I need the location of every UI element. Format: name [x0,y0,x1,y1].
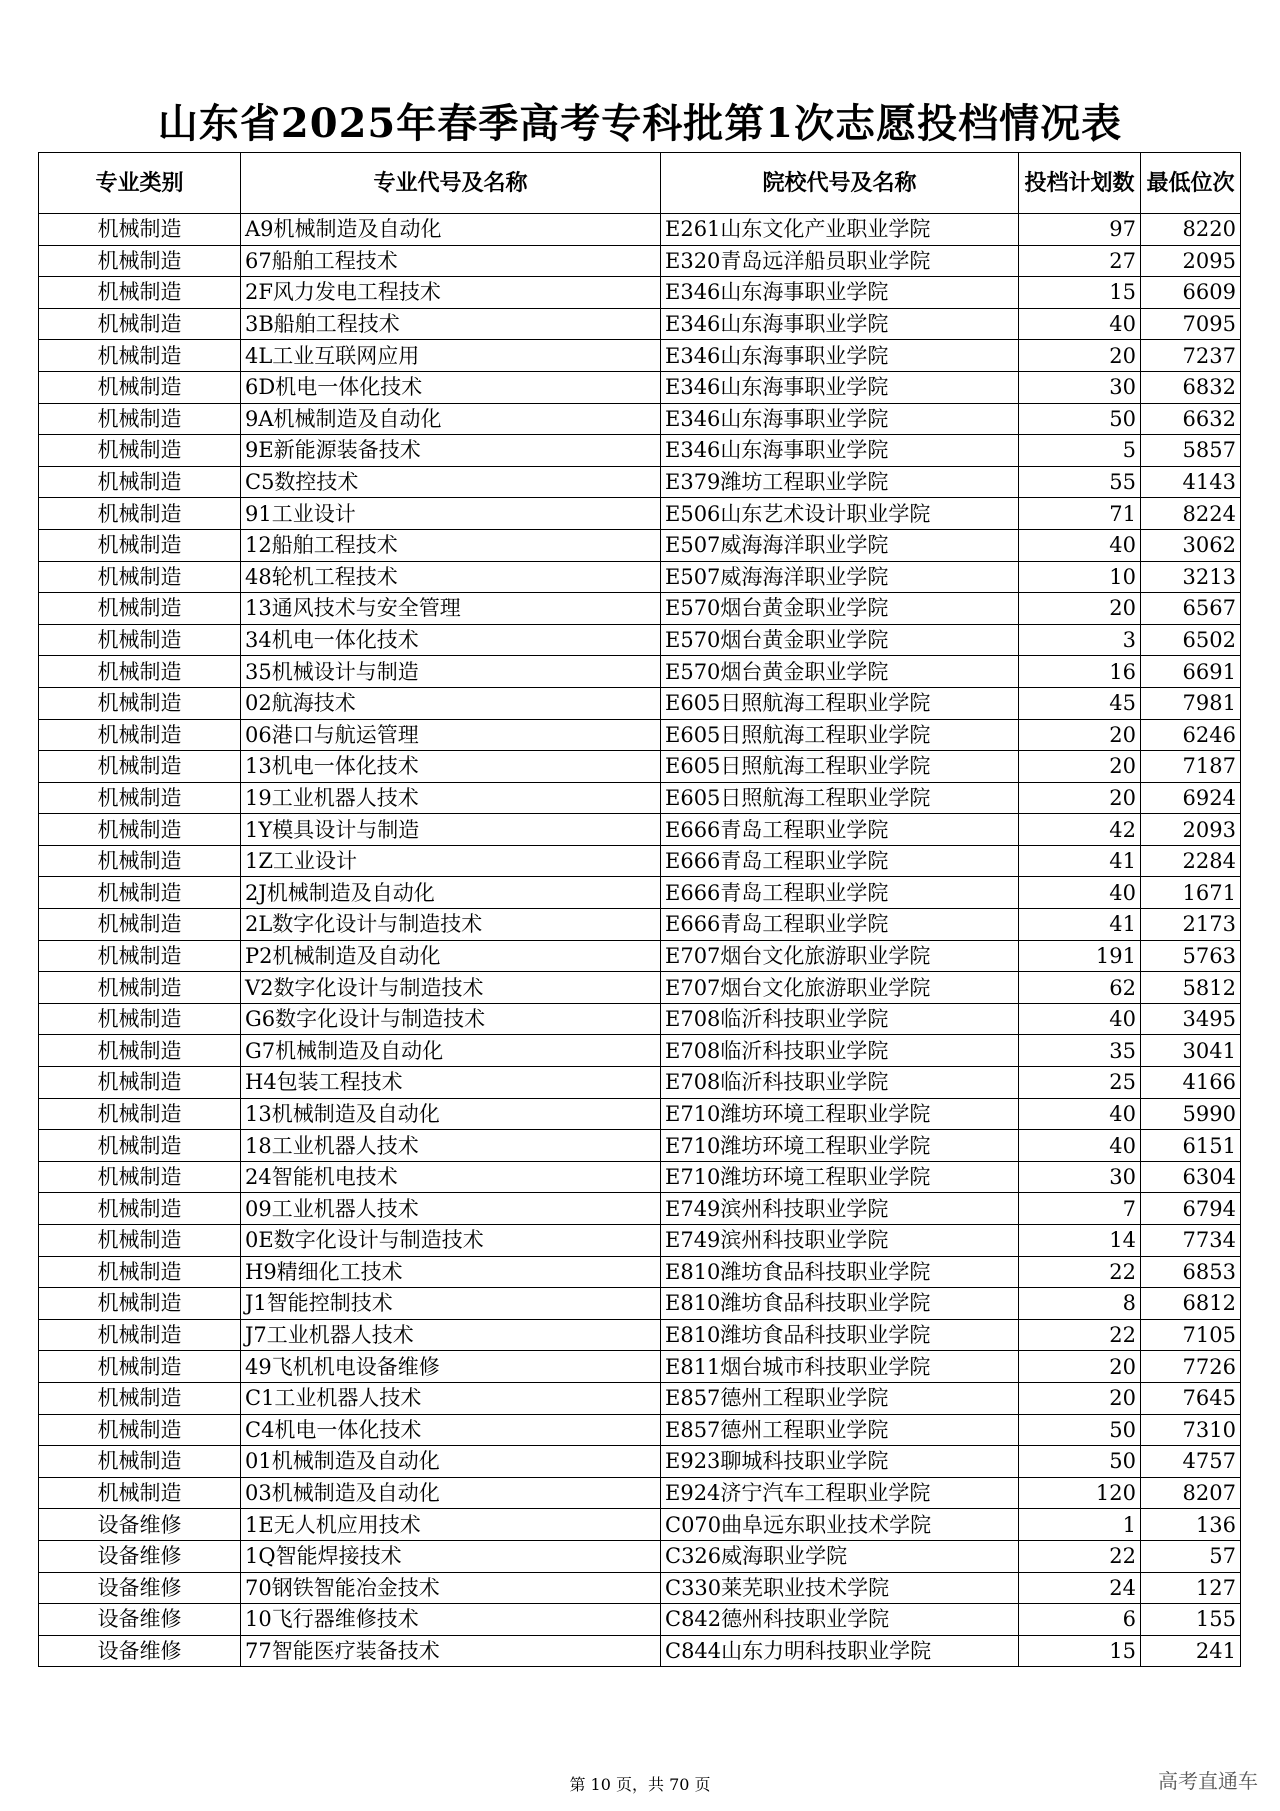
cell-plan: 8 [1019,1288,1141,1320]
cell-major: 06港口与航运管理 [241,719,661,751]
cell-min-rank: 3062 [1141,529,1241,561]
cell-major: H9精细化工技术 [241,1256,661,1288]
cell-min-rank: 6246 [1141,719,1241,751]
cell-min-rank: 7095 [1141,308,1241,340]
cell-major: 2L数字化设计与制造技术 [241,909,661,941]
cell-major: 1Q智能焊接技术 [241,1540,661,1572]
cell-category: 机械制造 [39,1193,241,1225]
cell-min-rank: 8220 [1141,214,1241,246]
cell-major: 12船舶工程技术 [241,529,661,561]
cell-school: E710潍坊环境工程职业学院 [661,1130,1019,1162]
cell-plan: 50 [1019,1446,1141,1478]
cell-min-rank: 3213 [1141,561,1241,593]
cell-min-rank: 7645 [1141,1382,1241,1414]
cell-min-rank: 5812 [1141,972,1241,1004]
cell-major: 91工业设计 [241,498,661,530]
cell-school: E346山东海事职业学院 [661,371,1019,403]
cell-major: 49飞机机电设备维修 [241,1351,661,1383]
cell-plan: 6 [1019,1604,1141,1636]
table-row [39,1319,1241,1351]
cell-plan: 22 [1019,1540,1141,1572]
table-row [39,1256,1241,1288]
cell-school: E605日照航海工程职业学院 [661,687,1019,719]
cell-major: C1工业机器人技术 [241,1382,661,1414]
cell-min-rank: 6794 [1141,1193,1241,1225]
cell-category: 机械制造 [39,214,241,246]
cell-category: 机械制造 [39,403,241,435]
cell-school: E810潍坊食品科技职业学院 [661,1288,1019,1320]
cell-plan: 20 [1019,340,1141,372]
cell-school: E749滨州科技职业学院 [661,1225,1019,1257]
cell-category: 机械制造 [39,1288,241,1320]
cell-plan: 40 [1019,1130,1141,1162]
cell-plan: 20 [1019,593,1141,625]
cell-min-rank: 6832 [1141,371,1241,403]
cell-school: E810潍坊食品科技职业学院 [661,1319,1019,1351]
table-row [39,909,1241,941]
cell-major: J7工业机器人技术 [241,1319,661,1351]
cell-major: A9机械制造及自动化 [241,214,661,246]
cell-major: G6数字化设计与制造技术 [241,1003,661,1035]
table-row [39,498,1241,530]
cell-school: E707烟台文化旅游职业学院 [661,940,1019,972]
cell-major: J1智能控制技术 [241,1288,661,1320]
cell-major: 19工业机器人技术 [241,782,661,814]
cell-major: 13机械制造及自动化 [241,1098,661,1130]
cell-plan: 20 [1019,1351,1141,1383]
cell-major: H4包装工程技术 [241,1067,661,1099]
table-row [39,1635,1241,1667]
cell-major: G7机械制造及自动化 [241,1035,661,1067]
cell-school: E346山东海事职业学院 [661,308,1019,340]
table-row [39,1067,1241,1099]
cell-plan: 27 [1019,245,1141,277]
cell-category: 机械制造 [39,340,241,372]
cell-school: E261山东文化产业职业学院 [661,214,1019,246]
table-row [39,1572,1241,1604]
table-row [39,435,1241,467]
cell-min-rank: 2284 [1141,845,1241,877]
cell-min-rank: 5857 [1141,435,1241,467]
cell-category: 机械制造 [39,909,241,941]
cell-major: 35机械设计与制造 [241,656,661,688]
cell-school: C330莱芜职业技术学院 [661,1572,1019,1604]
table-row [39,561,1241,593]
cell-category: 设备维修 [39,1509,241,1541]
table-row [39,593,1241,625]
cell-min-rank: 6567 [1141,593,1241,625]
cell-major: 3B船舶工程技术 [241,308,661,340]
cell-plan: 45 [1019,687,1141,719]
cell-category: 机械制造 [39,656,241,688]
cell-min-rank: 6632 [1141,403,1241,435]
table-row [39,972,1241,1004]
cell-min-rank: 5763 [1141,940,1241,972]
cell-major: 9A机械制造及自动化 [241,403,661,435]
cell-category: 机械制造 [39,1256,241,1288]
cell-major: V2数字化设计与制造技术 [241,972,661,1004]
table-row [39,1161,1241,1193]
table-row [39,719,1241,751]
page-title: 山东省2025年春季高考专科批第1次志愿投档情况表 [157,100,1123,147]
cell-min-rank: 2095 [1141,245,1241,277]
cell-school: C844山东力明科技职业学院 [661,1635,1019,1667]
table-row [39,1446,1241,1478]
cell-min-rank: 57 [1141,1540,1241,1572]
cell-category: 机械制造 [39,498,241,530]
cell-school: E507威海海洋职业学院 [661,561,1019,593]
cell-school: E708临沂科技职业学院 [661,1035,1019,1067]
cell-plan: 42 [1019,814,1141,846]
cell-min-rank: 7734 [1141,1225,1241,1257]
table-row [39,1003,1241,1035]
cell-major: 67船舶工程技术 [241,245,661,277]
cell-school: E605日照航海工程职业学院 [661,719,1019,751]
cell-category: 机械制造 [39,687,241,719]
page-footer: 第 10 页，共 70 页 [569,1775,711,1794]
cell-category: 机械制造 [39,371,241,403]
cell-major: 18工业机器人技术 [241,1130,661,1162]
cell-category: 机械制造 [39,1003,241,1035]
table-row [39,1477,1241,1509]
cell-category: 机械制造 [39,1161,241,1193]
header-min-rank: 最低位次 [1141,153,1241,214]
cell-major: 70钢铁智能冶金技术 [241,1572,661,1604]
cell-major: 02航海技术 [241,687,661,719]
cell-major: 01机械制造及自动化 [241,1446,661,1478]
cell-school: E924济宁汽车工程职业学院 [661,1477,1019,1509]
cell-plan: 15 [1019,1635,1141,1667]
cell-major: 10飞行器维修技术 [241,1604,661,1636]
table-row [39,751,1241,783]
table-row [39,1382,1241,1414]
cell-category: 机械制造 [39,719,241,751]
table-row [39,656,1241,688]
cell-category: 机械制造 [39,466,241,498]
table-row [39,687,1241,719]
table-row [39,624,1241,656]
cell-min-rank: 8224 [1141,498,1241,530]
cell-category: 机械制造 [39,877,241,909]
cell-major: 03机械制造及自动化 [241,1477,661,1509]
table-row [39,1193,1241,1225]
cell-school: E707烟台文化旅游职业学院 [661,972,1019,1004]
cell-min-rank: 5990 [1141,1098,1241,1130]
admission-table [38,152,1241,1667]
table-row [39,940,1241,972]
cell-school: E346山东海事职业学院 [661,435,1019,467]
cell-min-rank: 6304 [1141,1161,1241,1193]
cell-plan: 7 [1019,1193,1141,1225]
cell-plan: 5 [1019,435,1141,467]
cell-school: E605日照航海工程职业学院 [661,751,1019,783]
cell-category: 机械制造 [39,1035,241,1067]
cell-category: 机械制造 [39,561,241,593]
cell-min-rank: 241 [1141,1635,1241,1667]
table-row [39,1351,1241,1383]
table-row [39,782,1241,814]
cell-school: E570烟台黄金职业学院 [661,624,1019,656]
table-body [39,214,1241,1667]
cell-major: 2F风力发电工程技术 [241,277,661,309]
cell-plan: 55 [1019,466,1141,498]
header-plan: 投档计划数 [1019,153,1141,214]
cell-school: E857德州工程职业学院 [661,1382,1019,1414]
header-major: 专业代号及名称 [241,153,661,214]
cell-min-rank: 7105 [1141,1319,1241,1351]
cell-school: E570烟台黄金职业学院 [661,593,1019,625]
table-row [39,277,1241,309]
cell-school: E666青岛工程职业学院 [661,909,1019,941]
cell-major: 1Z工业设计 [241,845,661,877]
cell-school: E923聊城科技职业学院 [661,1446,1019,1478]
cell-category: 机械制造 [39,814,241,846]
table-row [39,845,1241,877]
cell-min-rank: 3495 [1141,1003,1241,1035]
cell-min-rank: 1671 [1141,877,1241,909]
cell-category: 机械制造 [39,435,241,467]
cell-plan: 22 [1019,1319,1141,1351]
cell-plan: 10 [1019,561,1141,593]
cell-major: 13通风技术与安全管理 [241,593,661,625]
table-row [39,466,1241,498]
cell-category: 机械制造 [39,1098,241,1130]
cell-plan: 25 [1019,1067,1141,1099]
cell-plan: 50 [1019,1414,1141,1446]
table-row [39,1225,1241,1257]
cell-plan: 16 [1019,656,1141,688]
cell-category: 机械制造 [39,1067,241,1099]
cell-category: 机械制造 [39,245,241,277]
cell-school: E708临沂科技职业学院 [661,1003,1019,1035]
cell-min-rank: 2173 [1141,909,1241,941]
header-school: 院校代号及名称 [661,153,1019,214]
cell-plan: 40 [1019,308,1141,340]
cell-school: E749滨州科技职业学院 [661,1193,1019,1225]
cell-plan: 3 [1019,624,1141,656]
cell-min-rank: 6691 [1141,656,1241,688]
cell-min-rank: 136 [1141,1509,1241,1541]
cell-category: 机械制造 [39,1319,241,1351]
table-row [39,214,1241,246]
table-row [39,371,1241,403]
cell-major: 77智能医疗装备技术 [241,1635,661,1667]
cell-min-rank: 7237 [1141,340,1241,372]
cell-school: C326威海职业学院 [661,1540,1019,1572]
cell-category: 机械制造 [39,529,241,561]
cell-school: E379潍坊工程职业学院 [661,466,1019,498]
cell-category: 机械制造 [39,1382,241,1414]
cell-plan: 20 [1019,1382,1141,1414]
cell-major: 24智能机电技术 [241,1161,661,1193]
table-row [39,1035,1241,1067]
cell-plan: 22 [1019,1256,1141,1288]
cell-plan: 14 [1019,1225,1141,1257]
cell-major: 2J机械制造及自动化 [241,877,661,909]
cell-min-rank: 4757 [1141,1446,1241,1478]
cell-school: E811烟台城市科技职业学院 [661,1351,1019,1383]
table-row [39,814,1241,846]
cell-min-rank: 8207 [1141,1477,1241,1509]
table-row [39,1098,1241,1130]
cell-school: E346山东海事职业学院 [661,403,1019,435]
cell-school: E570烟台黄金职业学院 [661,656,1019,688]
cell-min-rank: 3041 [1141,1035,1241,1067]
cell-category: 设备维修 [39,1635,241,1667]
cell-min-rank: 6924 [1141,782,1241,814]
cell-plan: 50 [1019,403,1141,435]
table-header-row [39,153,1241,214]
cell-plan: 24 [1019,1572,1141,1604]
cell-major: 1Y模具设计与制造 [241,814,661,846]
cell-major: 9E新能源装备技术 [241,435,661,467]
cell-school: C070曲阜远东职业技术学院 [661,1509,1019,1541]
table-row [39,1414,1241,1446]
cell-category: 机械制造 [39,1446,241,1478]
table-row [39,245,1241,277]
cell-plan: 20 [1019,782,1141,814]
cell-school: E857德州工程职业学院 [661,1414,1019,1446]
cell-category: 机械制造 [39,782,241,814]
cell-category: 机械制造 [39,1414,241,1446]
cell-plan: 191 [1019,940,1141,972]
header-category: 专业类别 [39,153,241,214]
cell-major: 6D机电一体化技术 [241,371,661,403]
watermark: 高考直通车 [1158,1769,1258,1793]
cell-min-rank: 6151 [1141,1130,1241,1162]
cell-plan: 97 [1019,214,1141,246]
table-row [39,340,1241,372]
table-row [39,308,1241,340]
cell-plan: 40 [1019,877,1141,909]
cell-school: E506山东艺术设计职业学院 [661,498,1019,530]
cell-school: E810潍坊食品科技职业学院 [661,1256,1019,1288]
cell-school: E708临沂科技职业学院 [661,1067,1019,1099]
cell-category: 机械制造 [39,1351,241,1383]
table-row [39,1540,1241,1572]
cell-min-rank: 6812 [1141,1288,1241,1320]
cell-category: 机械制造 [39,308,241,340]
cell-plan: 15 [1019,277,1141,309]
cell-school: E320青岛远洋船员职业学院 [661,245,1019,277]
cell-min-rank: 7726 [1141,1351,1241,1383]
cell-major: P2机械制造及自动化 [241,940,661,972]
cell-category: 机械制造 [39,624,241,656]
table-row [39,1130,1241,1162]
cell-plan: 40 [1019,1003,1141,1035]
cell-school: E346山东海事职业学院 [661,277,1019,309]
cell-category: 设备维修 [39,1572,241,1604]
cell-min-rank: 127 [1141,1572,1241,1604]
cell-school: E710潍坊环境工程职业学院 [661,1098,1019,1130]
cell-min-rank: 4166 [1141,1067,1241,1099]
cell-category: 设备维修 [39,1604,241,1636]
table-row [39,1604,1241,1636]
cell-plan: 1 [1019,1509,1141,1541]
cell-category: 机械制造 [39,1130,241,1162]
cell-major: 0E数字化设计与制造技术 [241,1225,661,1257]
cell-major: 34机电一体化技术 [241,624,661,656]
cell-plan: 120 [1019,1477,1141,1509]
cell-category: 机械制造 [39,593,241,625]
cell-major: 48轮机工程技术 [241,561,661,593]
cell-major: 1E无人机应用技术 [241,1509,661,1541]
cell-school: E507威海海洋职业学院 [661,529,1019,561]
cell-min-rank: 6853 [1141,1256,1241,1288]
cell-category: 机械制造 [39,1225,241,1257]
table-row [39,529,1241,561]
cell-plan: 41 [1019,909,1141,941]
cell-plan: 40 [1019,529,1141,561]
cell-min-rank: 155 [1141,1604,1241,1636]
cell-plan: 35 [1019,1035,1141,1067]
cell-category: 机械制造 [39,277,241,309]
cell-min-rank: 7310 [1141,1414,1241,1446]
cell-plan: 62 [1019,972,1141,1004]
cell-min-rank: 2093 [1141,814,1241,846]
cell-plan: 20 [1019,719,1141,751]
cell-min-rank: 6502 [1141,624,1241,656]
cell-school: E346山东海事职业学院 [661,340,1019,372]
cell-school: E710潍坊环境工程职业学院 [661,1161,1019,1193]
cell-major: C4机电一体化技术 [241,1414,661,1446]
cell-min-rank: 7187 [1141,751,1241,783]
cell-major: 09工业机器人技术 [241,1193,661,1225]
cell-plan: 71 [1019,498,1141,530]
cell-min-rank: 7981 [1141,687,1241,719]
cell-min-rank: 6609 [1141,277,1241,309]
cell-plan: 30 [1019,1161,1141,1193]
cell-category: 机械制造 [39,1477,241,1509]
table-row [39,1509,1241,1541]
cell-school: E666青岛工程职业学院 [661,877,1019,909]
cell-category: 机械制造 [39,972,241,1004]
cell-min-rank: 4143 [1141,466,1241,498]
cell-category: 机械制造 [39,845,241,877]
cell-major: 13机电一体化技术 [241,751,661,783]
cell-school: E666青岛工程职业学院 [661,845,1019,877]
cell-category: 设备维修 [39,1540,241,1572]
cell-major: C5数控技术 [241,466,661,498]
cell-category: 机械制造 [39,751,241,783]
cell-category: 机械制造 [39,940,241,972]
cell-school: E666青岛工程职业学院 [661,814,1019,846]
cell-plan: 40 [1019,1098,1141,1130]
cell-plan: 20 [1019,751,1141,783]
cell-major: 4L工业互联网应用 [241,340,661,372]
cell-plan: 30 [1019,371,1141,403]
cell-school: E605日照航海工程职业学院 [661,782,1019,814]
table-row [39,877,1241,909]
table-row [39,403,1241,435]
cell-plan: 41 [1019,845,1141,877]
cell-school: C842德州科技职业学院 [661,1604,1019,1636]
table-row [39,1288,1241,1320]
